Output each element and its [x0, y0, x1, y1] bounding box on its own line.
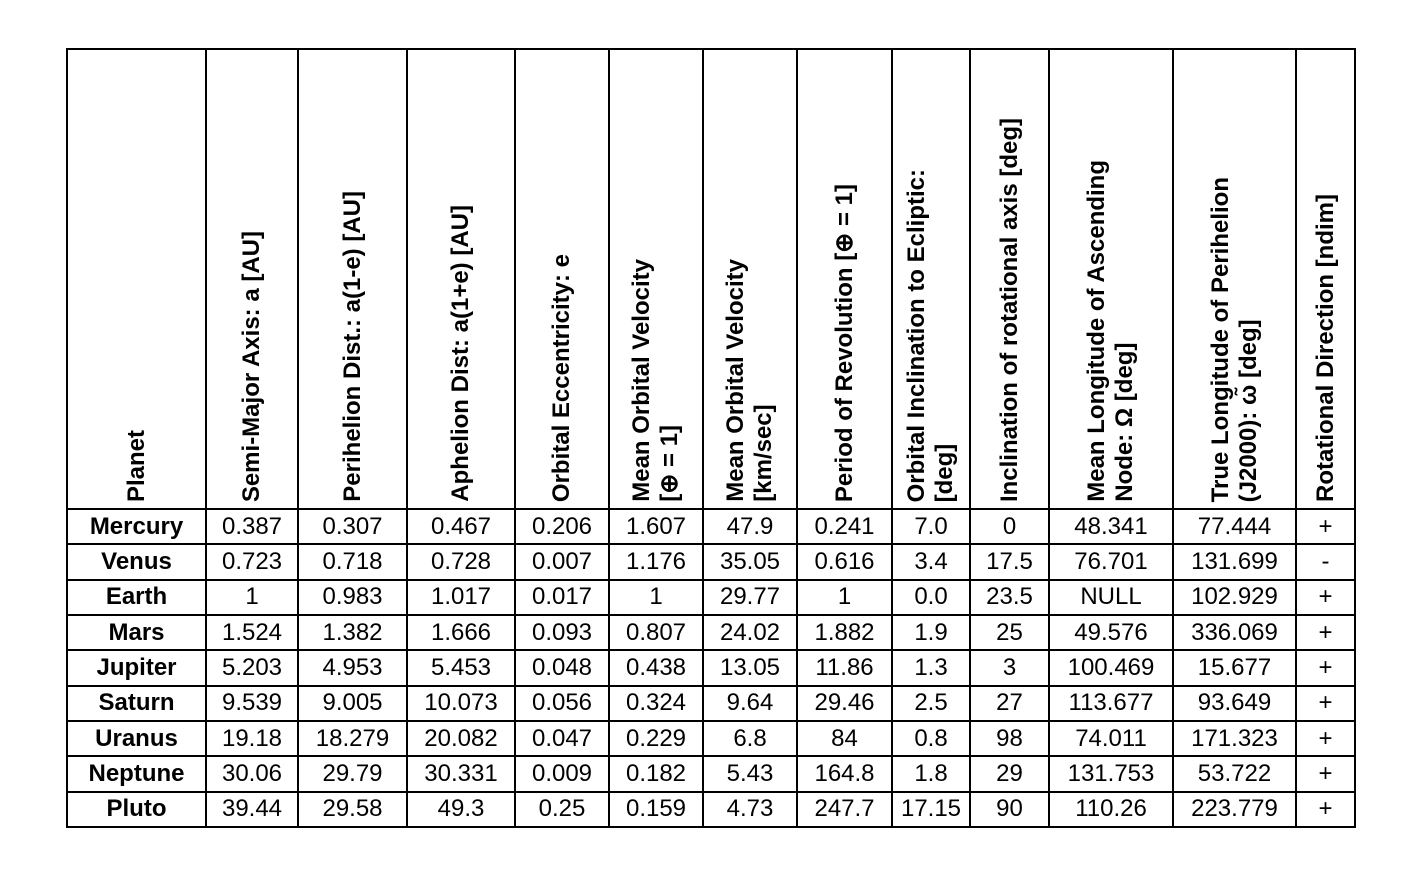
table-cell: 336.069 — [1173, 615, 1296, 650]
table-cell: 39.44 — [206, 792, 298, 827]
table-cell: 1.882 — [797, 615, 892, 650]
table-cell: 0.25 — [515, 792, 609, 827]
table-cell: + — [1296, 650, 1355, 685]
table-cell: 0 — [970, 509, 1049, 544]
table-cell: 0.467 — [407, 509, 515, 544]
table-cell: 35.05 — [703, 544, 797, 579]
table-cell: 131.699 — [1173, 544, 1296, 579]
column-header — [407, 49, 515, 509]
table-cell: 29.79 — [298, 756, 407, 791]
table-cell: 9.005 — [298, 686, 407, 721]
table-cell: - — [1296, 544, 1355, 579]
table-cell: 0.229 — [609, 721, 703, 756]
table-row — [67, 580, 1355, 615]
table-cell: 23.5 — [970, 580, 1049, 615]
table-cell: 93.649 — [1173, 686, 1296, 721]
planet-name-cell: Venus — [67, 544, 206, 579]
table-cell: 4.73 — [703, 792, 797, 827]
planet-name-cell: Mercury — [67, 509, 206, 544]
table-cell: + — [1296, 509, 1355, 544]
column-header — [1173, 49, 1296, 509]
column-header-line: Planet — [122, 429, 150, 502]
column-header — [206, 49, 298, 509]
column-header-label — [339, 191, 367, 502]
column-header-label — [548, 254, 576, 502]
column-header — [67, 49, 206, 509]
table-cell: 24.02 — [703, 615, 797, 650]
column-header-label — [1312, 194, 1340, 502]
table-cell: 0.324 — [609, 686, 703, 721]
table-cell: 84 — [797, 721, 892, 756]
table-row — [67, 615, 1355, 650]
table-cell: 5.43 — [703, 756, 797, 791]
table-cell: 1 — [797, 580, 892, 615]
planet-name-cell: Neptune — [67, 756, 206, 791]
table-cell: 29.46 — [797, 686, 892, 721]
table-cell: 47.9 — [703, 509, 797, 544]
table-cell: 0.047 — [515, 721, 609, 756]
table-cell: 0.182 — [609, 756, 703, 791]
table-cell: 1.9 — [892, 615, 970, 650]
column-header — [797, 49, 892, 509]
column-header-line: Mean Longitude of Ascending — [1083, 160, 1110, 502]
column-header-line: [⊕ = 1] — [656, 425, 683, 502]
column-header-label — [996, 118, 1024, 502]
column-header-line: Mean Orbital Velocity — [722, 259, 749, 502]
table-cell: 0.0 — [892, 580, 970, 615]
table-cell: 1.017 — [407, 580, 515, 615]
table-cell: 3.4 — [892, 544, 970, 579]
column-header — [515, 49, 609, 509]
column-header-line: Orbital Inclination to Ecliptic: — [903, 168, 930, 502]
table-cell: 30.331 — [407, 756, 515, 791]
table-cell: 9.539 — [206, 686, 298, 721]
column-header-line: Inclination of rotational axis [deg] — [995, 117, 1023, 502]
table-cell: 30.06 — [206, 756, 298, 791]
table-cell: 10.073 — [407, 686, 515, 721]
table-cell: 29 — [970, 756, 1049, 791]
column-header — [970, 49, 1049, 509]
table-cell: 6.8 — [703, 721, 797, 756]
column-header-line: [km/sec] — [750, 404, 777, 502]
table-cell: 77.444 — [1173, 509, 1296, 544]
table-cell: 48.341 — [1049, 509, 1173, 544]
table-cell: 0.8 — [892, 721, 970, 756]
table-row — [67, 686, 1355, 721]
table-cell: 0.093 — [515, 615, 609, 650]
table-cell: 1.666 — [407, 615, 515, 650]
column-header-label — [628, 259, 684, 502]
table-cell: 1.524 — [206, 615, 298, 650]
table-cell: 1.176 — [609, 544, 703, 579]
table-cell: 1 — [609, 580, 703, 615]
column-header-label — [238, 231, 266, 502]
table-cell: 0.241 — [797, 509, 892, 544]
table-cell: 1.3 — [892, 650, 970, 685]
table-cell: 13.05 — [703, 650, 797, 685]
planet-orbital-data-table — [66, 48, 1356, 828]
planet-name-cell: Uranus — [67, 721, 206, 756]
table-cell: 2.5 — [892, 686, 970, 721]
planet-name-cell: Saturn — [67, 686, 206, 721]
table-cell: 17.15 — [892, 792, 970, 827]
table-cell: 53.722 — [1173, 756, 1296, 791]
table-cell: 0.007 — [515, 544, 609, 579]
table-cell: 49.576 — [1049, 615, 1173, 650]
column-header-label — [123, 430, 151, 502]
table-cell: 0.983 — [298, 580, 407, 615]
column-header-label — [447, 205, 475, 502]
table-cell: NULL — [1049, 580, 1173, 615]
table-cell: 29.58 — [298, 792, 407, 827]
table-cell: 27 — [970, 686, 1049, 721]
table-cell: 223.779 — [1173, 792, 1296, 827]
planet-name-cell: Jupiter — [67, 650, 206, 685]
column-header-line: Perihelion Dist.: a(1-e) [AU] — [338, 191, 366, 502]
table-cell: 49.3 — [407, 792, 515, 827]
table-row — [67, 721, 1355, 756]
table-cell: 98 — [970, 721, 1049, 756]
table-cell: 1 — [206, 580, 298, 615]
table-cell: 0.206 — [515, 509, 609, 544]
column-header-label — [1083, 160, 1139, 502]
column-header — [1049, 49, 1173, 509]
table-row — [67, 792, 1355, 827]
table-cell: + — [1296, 756, 1355, 791]
column-header-line: [deg] — [931, 443, 958, 502]
column-header-label — [722, 259, 778, 502]
table-cell: 3 — [970, 650, 1049, 685]
table-cell: 0.387 — [206, 509, 298, 544]
table-cell: 11.86 — [797, 650, 892, 685]
column-header-line: Semi-Major Axis: a [AU] — [238, 230, 265, 502]
column-header-line: Orbital Eccentricity: e — [548, 253, 575, 502]
table-row — [67, 509, 1355, 544]
column-header-label — [831, 184, 859, 502]
column-header-label — [903, 169, 959, 502]
table-cell: 5.453 — [407, 650, 515, 685]
column-header-line: True Longitude of Perihelion — [1206, 176, 1234, 502]
table-cell: 247.7 — [797, 792, 892, 827]
table-cell: + — [1296, 580, 1355, 615]
column-header — [892, 49, 970, 509]
table-cell: 1.8 — [892, 756, 970, 791]
table-cell: 113.677 — [1049, 686, 1173, 721]
column-header-line: Rotational Direction [ndim] — [1311, 194, 1339, 502]
table-row — [67, 544, 1355, 579]
column-header-label — [1207, 177, 1263, 502]
table-cell: 0.159 — [609, 792, 703, 827]
table-cell: 15.677 — [1173, 650, 1296, 685]
table-cell: + — [1296, 686, 1355, 721]
table-cell: 171.323 — [1173, 721, 1296, 756]
column-header-line: (J2000): ω̃ [deg] — [1234, 319, 1262, 502]
table-cell: 1.607 — [609, 509, 703, 544]
planet-name-cell: Earth — [67, 580, 206, 615]
column-header-line: Aphelion Dist: a(1+e) [AU] — [447, 205, 474, 502]
planet-name-cell: Mars — [67, 615, 206, 650]
table-cell: 29.77 — [703, 580, 797, 615]
table-cell: 110.26 — [1049, 792, 1173, 827]
table-cell: 0.017 — [515, 580, 609, 615]
table-cell: + — [1296, 721, 1355, 756]
table-cell: + — [1296, 792, 1355, 827]
table-cell: 131.753 — [1049, 756, 1173, 791]
table-cell: 0.807 — [609, 615, 703, 650]
table-cell: 90 — [970, 792, 1049, 827]
table-row — [67, 650, 1355, 685]
table-cell: + — [1296, 615, 1355, 650]
column-header-line: Node: Ω [deg] — [1111, 342, 1138, 502]
table-cell: 0.048 — [515, 650, 609, 685]
table-cell: 4.953 — [298, 650, 407, 685]
column-header — [703, 49, 797, 509]
table-cell: 0.307 — [298, 509, 407, 544]
table-cell: 164.8 — [797, 756, 892, 791]
table-cell: 19.18 — [206, 721, 298, 756]
table-cell: 0.616 — [797, 544, 892, 579]
column-header — [609, 49, 703, 509]
table-cell: 25 — [970, 615, 1049, 650]
column-header-line: Period of Revolution [⊕ = 1] — [830, 183, 858, 502]
table-cell: 76.701 — [1049, 544, 1173, 579]
table-cell: 0.723 — [206, 544, 298, 579]
table-cell: 102.929 — [1173, 580, 1296, 615]
planet-name-cell: Pluto — [67, 792, 206, 827]
column-header — [1296, 49, 1355, 509]
table-cell: 7.0 — [892, 509, 970, 544]
table-cell: 0.718 — [298, 544, 407, 579]
table-cell: 100.469 — [1049, 650, 1173, 685]
header-row — [67, 49, 1355, 509]
table-row — [67, 756, 1355, 791]
table-cell: 0.728 — [407, 544, 515, 579]
table-cell: 0.438 — [609, 650, 703, 685]
table-cell: 0.009 — [515, 756, 609, 791]
table-cell: 74.011 — [1049, 721, 1173, 756]
table-cell: 0.056 — [515, 686, 609, 721]
column-header-line: Mean Orbital Velocity — [628, 259, 655, 502]
table-cell: 20.082 — [407, 721, 515, 756]
table-cell: 5.203 — [206, 650, 298, 685]
table-cell: 17.5 — [970, 544, 1049, 579]
table-cell: 9.64 — [703, 686, 797, 721]
table-cell: 18.279 — [298, 721, 407, 756]
table-cell: 1.382 — [298, 615, 407, 650]
column-header — [298, 49, 407, 509]
